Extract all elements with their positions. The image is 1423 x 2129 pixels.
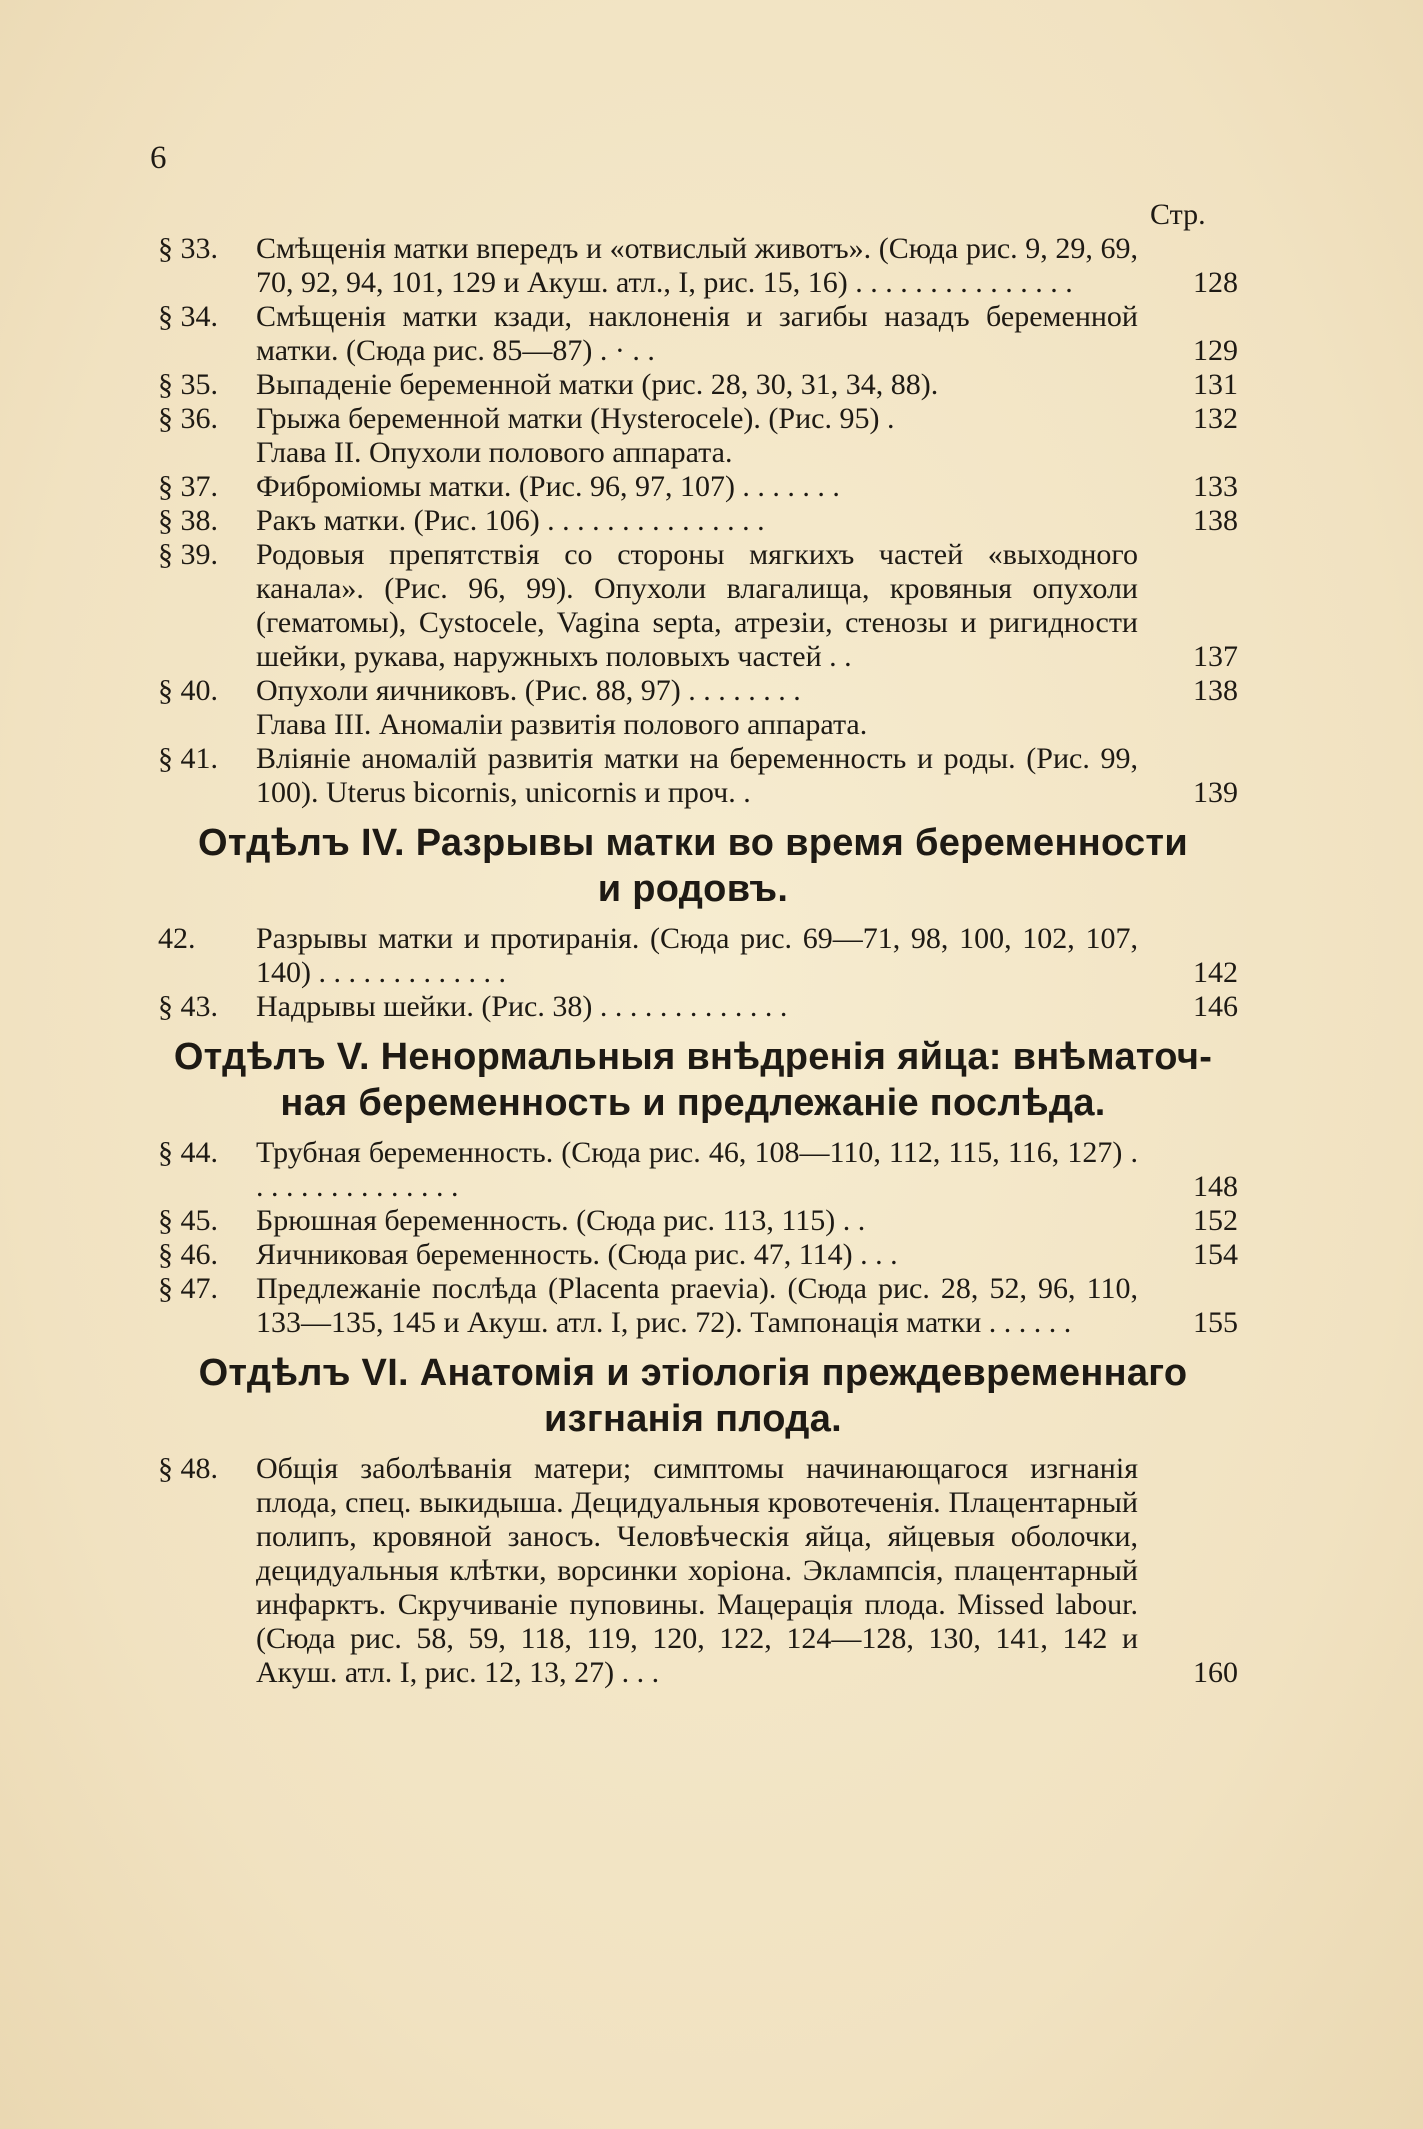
entry-title: Общія заболѣванія матери; симптомы начинающагося изгнанія плода, спец. выкидыша. Децидуальныя кровотеченія. Плацентарный полипъ, кровяной заносъ. Человѣческія яйца, яйцевыя оболочки, децидуальныя клѣтки, ворсинки хоріона. Эклампсія, плацентарный инфарктъ. Скручиваніе пуповины. Мацерація плода. Missed labour. (Сюда рис. 58, 59, 118, 119, 120, 122, 124—128, 130, 141, 142 и Акуш. атл. I, рис. 12, 13, 27) . . .	[256, 1452, 1138, 1689]
section-heading	[148, 820, 1238, 912]
entry-page: 148	[1193, 1170, 1238, 1203]
entry-number: § 36.	[158, 402, 218, 435]
page-number: 6	[150, 140, 167, 176]
toc-entry	[158, 674, 1238, 708]
toc-entry	[158, 1272, 1238, 1340]
entry-page: 133	[1193, 470, 1238, 503]
entry-title: Смѣщенія матки впередъ и «отвислый животъ». (Сюда рис. 9, 29, 69, 70, 92, 94, 101, 129 и Акуш. атл., I, рис. 15, 16) . . . . . . . . . . . . . . .	[256, 232, 1138, 299]
entry-title: Брюшная беременность. (Сюда рис. 113, 115) . .	[256, 1204, 866, 1237]
toc-entry	[158, 470, 1238, 504]
entry-title: Фиброміомы матки. (Рис. 96, 97, 107) . . . . . . .	[256, 470, 840, 503]
toc-entry	[158, 742, 1238, 810]
section-heading	[148, 1350, 1238, 1442]
section-heading-line: Отдѣлъ IV. Разрывы матки во время беременности	[198, 822, 1188, 864]
chapter-title: Глава III. Аномаліи развитія полового аппарата.	[256, 708, 868, 741]
entry-page: 160	[1193, 1656, 1238, 1689]
entry-title: Выпаденіе беременной матки (рис. 28, 30, 31, 34, 88).	[256, 368, 939, 401]
toc-entry	[158, 300, 1238, 368]
chapter-heading	[158, 708, 1238, 742]
entry-page: 132	[1193, 402, 1238, 435]
toc-entry	[158, 538, 1238, 674]
entry-title: Опухоли яичниковъ. (Рис. 88, 97) . . . . . . . .	[256, 674, 801, 707]
entry-number: § 48.	[158, 1452, 218, 1485]
section-heading-line: Отдѣлъ V. Ненормальныя внѣдренія яйца: внѣматоч-	[173, 1036, 1213, 1078]
entry-number: § 45.	[158, 1204, 218, 1237]
entry-title: Разрывы матки и протиранія. (Сюда рис. 69—71, 98, 100, 102, 107, 140) . . . . . . . . . . . . .	[256, 922, 1138, 989]
entry-page: 128	[1193, 266, 1238, 299]
page-column-header: Стр.	[1150, 198, 1206, 231]
table-of-contents	[158, 232, 1238, 1690]
entry-title: Надрывы шейки. (Рис. 38) . . . . . . . . . . . . .	[256, 990, 788, 1023]
entry-page: 155	[1193, 1306, 1238, 1339]
toc-entry	[158, 232, 1238, 300]
chapter-title: Глава II. Опухоли полового аппарата.	[256, 436, 733, 469]
toc-entry	[158, 1136, 1238, 1204]
entry-number: § 44.	[158, 1136, 218, 1169]
entry-number: § 40.	[158, 674, 218, 707]
entry-title: Трубная беременность. (Сюда рис. 46, 108—110, 112, 115, 116, 127) . . . . . . . . . . . . . . .	[256, 1136, 1138, 1203]
entry-title: Ракъ матки. (Рис. 106) . . . . . . . . . . . . . . .	[256, 504, 765, 537]
entry-page: 142	[1193, 956, 1238, 989]
entry-page: 152	[1193, 1204, 1238, 1237]
entry-number: § 46.	[158, 1238, 218, 1271]
toc-entry	[158, 504, 1238, 538]
entry-number: § 41.	[158, 742, 218, 775]
entry-number: § 47.	[158, 1272, 218, 1305]
entry-number: § 33.	[158, 232, 218, 265]
section-heading-line: изгнанія плода.	[543, 1398, 843, 1440]
entry-title: Яичниковая беременность. (Сюда рис. 47, 114) . . .	[256, 1238, 898, 1271]
entry-number: § 39.	[158, 538, 218, 571]
toc-entry	[158, 922, 1238, 990]
entry-title: Предлежаніе послѣда (Placenta praevia). (Сюда рис. 28, 52, 96, 110, 133—135, 145 и Акуш. атл. I, рис. 72). Тампонація матки . . . . . .	[256, 1272, 1138, 1339]
toc-entry	[158, 368, 1238, 402]
section-heading-line: ная беременность и предлежаніе послѣда.	[280, 1082, 1106, 1124]
toc-entry	[158, 990, 1238, 1024]
entry-number: § 37.	[158, 470, 218, 503]
entry-page: 129	[1193, 334, 1238, 367]
entry-title: Вліяніе аномалій развитія матки на беременность и роды. (Рис. 99, 100). Uterus bicornis, unicornis и проч. .	[256, 742, 1138, 809]
entry-number: § 38.	[158, 504, 218, 537]
section-heading-line: и родовъ.	[597, 868, 789, 910]
entry-page: 131	[1193, 368, 1238, 401]
toc-entry	[158, 1452, 1238, 1690]
chapter-heading	[158, 436, 1238, 470]
entry-page: 146	[1193, 990, 1238, 1023]
entry-title: Смѣщенія матки кзади, наклоненія и загибы назадъ беременной матки. (Сюда рис. 85—87) . · . .	[256, 300, 1138, 367]
entry-page: 139	[1193, 776, 1238, 809]
entry-page: 138	[1193, 504, 1238, 537]
entry-page: 138	[1193, 674, 1238, 707]
entry-number: § 43.	[158, 990, 218, 1023]
section-heading	[148, 1034, 1238, 1126]
toc-entry	[158, 1204, 1238, 1238]
entry-number: § 35.	[158, 368, 218, 401]
section-heading-line: Отдѣлъ VI. Анатомія и этіологія преждевременнаго	[198, 1352, 1188, 1394]
entry-number: § 34.	[158, 300, 218, 333]
entry-title: Грыжа беременной матки (Hysterocele). (Рис. 95) .	[256, 402, 895, 435]
toc-entry	[158, 402, 1238, 436]
entry-number: 42.	[158, 922, 196, 955]
entry-page: 154	[1193, 1238, 1238, 1271]
toc-entry	[158, 1238, 1238, 1272]
entry-title: Родовыя препятствія со стороны мягкихъ частей «выходного канала». (Рис. 96, 99). Опухоли влагалища, кровяныя опухоли (гематомы), Cystocele, Vagina septa, атрезіи, стенозы и ригидности шейки, рукава, наружныхъ половыхъ частей . .	[256, 538, 1138, 673]
entry-page: 137	[1193, 640, 1238, 673]
